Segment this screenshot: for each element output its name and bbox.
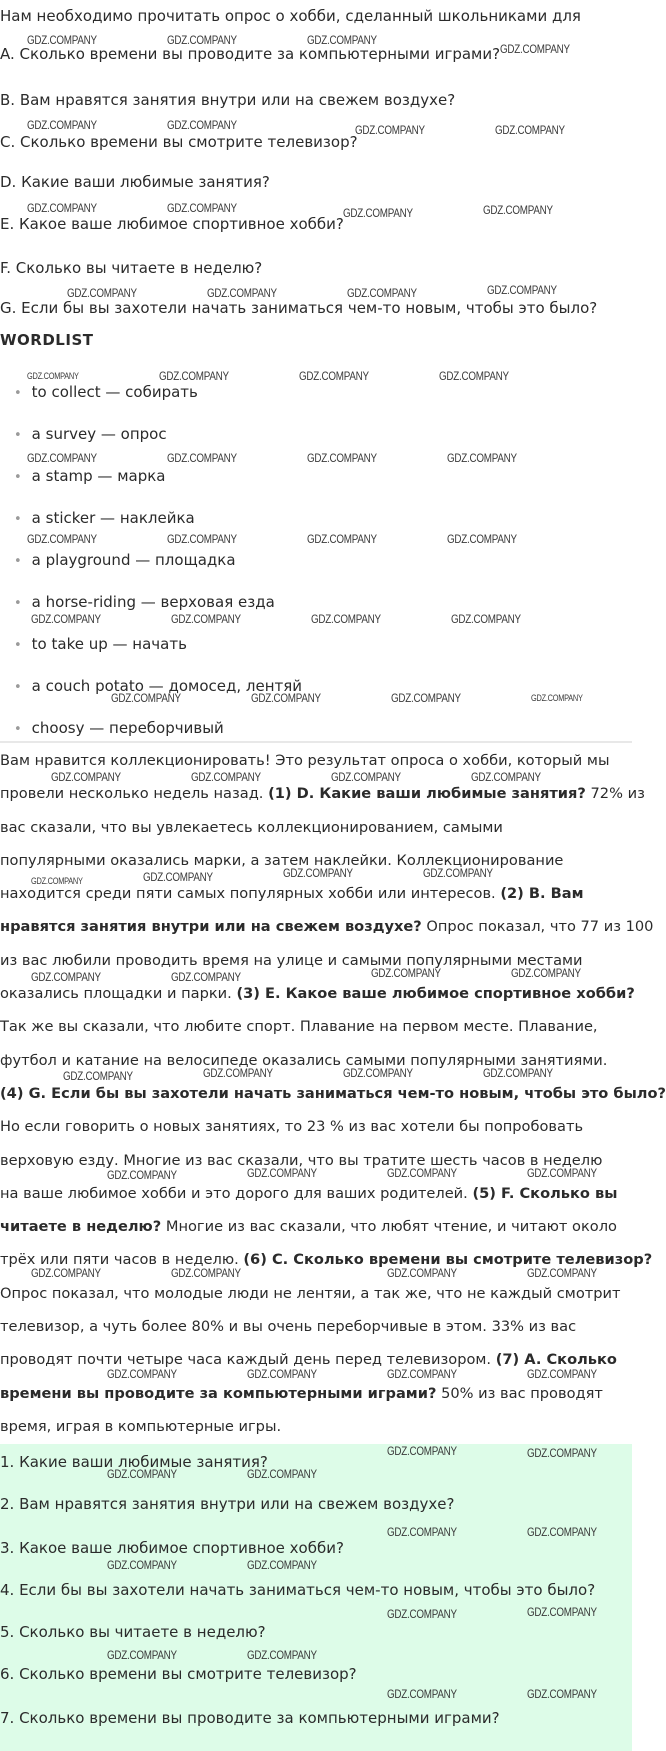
watermark: GDZ.COMPANY — [283, 866, 353, 880]
watermark: GDZ.COMPANY — [387, 1166, 457, 1180]
watermark: GDZ.COMPANY — [511, 966, 581, 980]
watermark: GDZ.COMPANY — [447, 532, 517, 546]
bullet-icon: • — [14, 470, 22, 485]
bullet-icon: • — [14, 722, 22, 737]
watermark: GDZ.COMPANY — [439, 369, 509, 383]
answer-item: 5. Сколько вы читаете в неделю? — [0, 1623, 266, 1641]
watermark: GDZ.COMPANY — [27, 118, 97, 132]
article-line: провели несколько недель назад. (1) D. Какие ваши любимые занятия? 72% из — [0, 785, 645, 803]
watermark: GDZ.COMPANY — [347, 286, 417, 300]
watermark: GDZ.COMPANY — [483, 1066, 553, 1080]
watermark: GDZ.COMPANY — [471, 770, 541, 784]
watermark: GDZ.COMPANY — [527, 1266, 597, 1280]
wordlist-item: • a playground — площадка — [14, 551, 236, 569]
question-g: G. Если бы вы захотели начать заниматься чем-то новым, чтобы это было? — [0, 299, 598, 317]
wordlist-item: • to collect — собирать — [14, 383, 198, 401]
answers-panel — [0, 1444, 632, 1751]
watermark: GDZ.COMPANY — [307, 451, 377, 465]
wordlist-item: • choosy — переборчивый — [14, 719, 224, 737]
bullet-icon: • — [14, 386, 22, 401]
bullet-icon: • — [14, 428, 22, 443]
article-line: Но если говорить о новых занятиях, то 23 % из вас хотели бы попробовать — [0, 1118, 584, 1136]
article-line: футбол и катание на велосипеде оказались самыми популярными занятиями. — [0, 1051, 608, 1069]
watermark: GDZ.COMPANY — [247, 1558, 317, 1572]
watermark: GDZ.COMPANY — [107, 1168, 177, 1182]
article-line: трёх или пяти часов в неделю. (6) C. Сколько времени вы смотрите телевизор? — [0, 1251, 653, 1269]
watermark: GDZ.COMPANY — [111, 691, 181, 705]
article-line: на ваше любимое хобби и это дорого для ваших родителей. (5) F. Сколько вы — [0, 1184, 618, 1202]
question-c: C. Сколько времени вы смотрите телевизор? — [0, 133, 358, 151]
article-line: Так же вы сказали, что любите спорт. Плавание на первом месте. Плавание, — [0, 1018, 598, 1036]
watermark: GDZ.COMPANY — [527, 1367, 597, 1381]
bullet-icon: • — [14, 596, 22, 611]
watermark: GDZ.COMPANY — [107, 1558, 177, 1572]
watermark: GDZ.COMPANY — [167, 201, 237, 215]
watermark: GDZ.COMPANY — [167, 451, 237, 465]
watermark: GDZ.COMPANY — [531, 693, 583, 703]
watermark: GDZ.COMPANY — [247, 1467, 317, 1481]
watermark: GDZ.COMPANY — [307, 33, 377, 47]
question-a: A. Сколько времени вы проводите за компьютерными играми? — [0, 45, 501, 63]
watermark: GDZ.COMPANY — [500, 42, 570, 56]
survey-article — [0, 744, 666, 1442]
article-line: проводят почти четыре часа каждый день перед телевизором. (7) A. Сколько — [0, 1351, 617, 1369]
watermark: GDZ.COMPANY — [495, 123, 565, 137]
article-line: находится среди пяти самых популярных хобби или интересов. (2) B. Вам — [0, 885, 584, 903]
watermark: GDZ.COMPANY — [247, 1367, 317, 1381]
watermark: GDZ.COMPANY — [387, 1607, 457, 1621]
article-line: оказались площадки и парки. (3) E. Какое ваше любимое спортивное хобби? — [0, 985, 635, 1003]
watermark: GDZ.COMPANY — [207, 286, 277, 300]
watermark: GDZ.COMPANY — [355, 123, 425, 137]
watermark: GDZ.COMPANY — [371, 966, 441, 980]
watermark: GDZ.COMPANY — [67, 286, 137, 300]
watermark: GDZ.COMPANY — [247, 1648, 317, 1662]
watermark: GDZ.COMPANY — [159, 369, 229, 383]
watermark: GDZ.COMPANY — [27, 371, 79, 381]
watermark: GDZ.COMPANY — [331, 770, 401, 784]
watermark: GDZ.COMPANY — [203, 1066, 273, 1080]
article-line: читаете в неделю? Многие из вас сказали, что любят чтение, и читают около — [0, 1218, 617, 1236]
bullet-icon: • — [14, 512, 22, 527]
watermark: GDZ.COMPANY — [343, 206, 413, 220]
article-line: (4) G. Если бы вы захотели начать заниматься чем-то новым, чтобы это было? — [0, 1084, 666, 1102]
answer-item: 2. Вам нравятся занятия внутри или на свежем воздухе? — [0, 1495, 455, 1513]
watermark: GDZ.COMPANY — [423, 866, 493, 880]
watermark: GDZ.COMPANY — [27, 451, 97, 465]
watermark: GDZ.COMPANY — [343, 1066, 413, 1080]
bullet-icon: • — [14, 554, 22, 569]
watermark: GDZ.COMPANY — [167, 33, 237, 47]
article-line: популярными оказались марки, а затем наклейки. Коллекционирование — [0, 851, 564, 869]
watermark: GDZ.COMPANY — [387, 1687, 457, 1701]
watermark: GDZ.COMPANY — [107, 1367, 177, 1381]
article-line: Опрос показал, что молодые люди не лентяи, а так же, что не каждый смотрит — [0, 1284, 621, 1302]
watermark: GDZ.COMPANY — [31, 1266, 101, 1280]
watermark: GDZ.COMPANY — [299, 369, 369, 383]
question-b: B. Вам нравятся занятия внутри или на свежем воздухе? — [0, 91, 456, 109]
question-f: F. Сколько вы читаете в неделю? — [0, 259, 263, 277]
answer-item: 7. Сколько времени вы проводите за компьютерными играми? — [0, 1709, 500, 1727]
watermark: GDZ.COMPANY — [167, 532, 237, 546]
watermark: GDZ.COMPANY — [387, 1266, 457, 1280]
watermark: GDZ.COMPANY — [487, 283, 557, 297]
watermark: GDZ.COMPANY — [527, 1687, 597, 1701]
watermark: GDZ.COMPANY — [31, 970, 101, 984]
watermark: GDZ.COMPANY — [387, 1444, 457, 1458]
article-line: вас сказали, что вы увлекаетесь коллекционированием, самыми — [0, 818, 503, 836]
watermark: GDZ.COMPANY — [143, 870, 213, 884]
watermark: GDZ.COMPANY — [107, 1467, 177, 1481]
watermark: GDZ.COMPANY — [527, 1446, 597, 1460]
watermark: GDZ.COMPANY — [167, 118, 237, 132]
watermark: GDZ.COMPANY — [311, 612, 381, 626]
wordlist-item: • to take up — начать — [14, 635, 187, 653]
article-line: верховую езду. Многие из вас сказали, что вы тратите шесть часов в неделю — [0, 1151, 603, 1169]
watermark: GDZ.COMPANY — [51, 770, 121, 784]
watermark: GDZ.COMPANY — [527, 1525, 597, 1539]
watermark: GDZ.COMPANY — [27, 532, 97, 546]
wordlist-item: • a horse-riding — верховая езда — [14, 593, 275, 611]
answer-item: 6. Сколько времени вы смотрите телевизор? — [0, 1665, 357, 1683]
watermark: GDZ.COMPANY — [31, 876, 83, 886]
watermark: GDZ.COMPANY — [63, 1069, 133, 1083]
wordlist-item: • a couch potato — домосед, лентяй — [14, 677, 303, 695]
watermark: GDZ.COMPANY — [107, 1648, 177, 1662]
wordlist-title: WORDLIST — [0, 331, 94, 349]
watermark: GDZ.COMPANY — [171, 1266, 241, 1280]
answer-item: 3. Какое ваше любимое спортивное хобби? — [0, 1539, 344, 1557]
intro-text: Нам необходимо прочитать опрос о хобби, сделанный школьниками для — [0, 7, 581, 25]
section-divider — [0, 741, 632, 743]
watermark: GDZ.COMPANY — [247, 1166, 317, 1180]
watermark: GDZ.COMPANY — [171, 612, 241, 626]
watermark: GDZ.COMPANY — [483, 203, 553, 217]
article-line: Вам нравится коллекционировать! Это результат опроса о хобби, который мы — [0, 752, 610, 769]
wordlist-item: • a sticker — наклейка — [14, 509, 195, 527]
answer-item: 4. Если бы вы захотели начать заниматься чем-то новым, чтобы это было? — [0, 1581, 596, 1599]
article-line: время, играя в компьютерные игры. — [0, 1417, 282, 1435]
question-d: D. Какие ваши любимые занятия? — [0, 173, 270, 191]
watermark: GDZ.COMPANY — [27, 201, 97, 215]
bullet-icon: • — [14, 638, 22, 653]
question-e: E. Какое ваше любимое спортивное хобби? — [0, 215, 344, 233]
watermark: GDZ.COMPANY — [527, 1605, 597, 1619]
watermark: GDZ.COMPANY — [31, 612, 101, 626]
article-line: телевизор, а чуть более 80% и вы очень переборчивые в этом. 33% из вас — [0, 1318, 577, 1336]
watermark: GDZ.COMPANY — [307, 532, 377, 546]
watermark: GDZ.COMPANY — [251, 691, 321, 705]
article-line: времени вы проводите за компьютерными играми? 50% из вас проводят — [0, 1384, 603, 1402]
watermark: GDZ.COMPANY — [387, 1525, 457, 1539]
article-line: нравятся занятия внутри или на свежем воздухе? Опрос показал, что 77 из 100 — [0, 918, 654, 936]
watermark: GDZ.COMPANY — [191, 770, 261, 784]
watermark: GDZ.COMPANY — [447, 451, 517, 465]
watermark: GDZ.COMPANY — [171, 970, 241, 984]
watermark: GDZ.COMPANY — [391, 691, 461, 705]
watermark: GDZ.COMPANY — [527, 1166, 597, 1180]
watermark: GDZ.COMPANY — [451, 612, 521, 626]
wordlist-item: • a survey — опрос — [14, 425, 167, 443]
answer-item: 1. Какие ваши любимые занятия? — [0, 1453, 268, 1471]
wordlist-item: • a stamp — марка — [14, 467, 166, 485]
watermark: GDZ.COMPANY — [27, 33, 97, 47]
article-line: из вас любили проводить время на улице и самыми популярными местами — [0, 951, 583, 969]
bullet-icon: • — [14, 680, 22, 695]
watermark: GDZ.COMPANY — [387, 1367, 457, 1381]
